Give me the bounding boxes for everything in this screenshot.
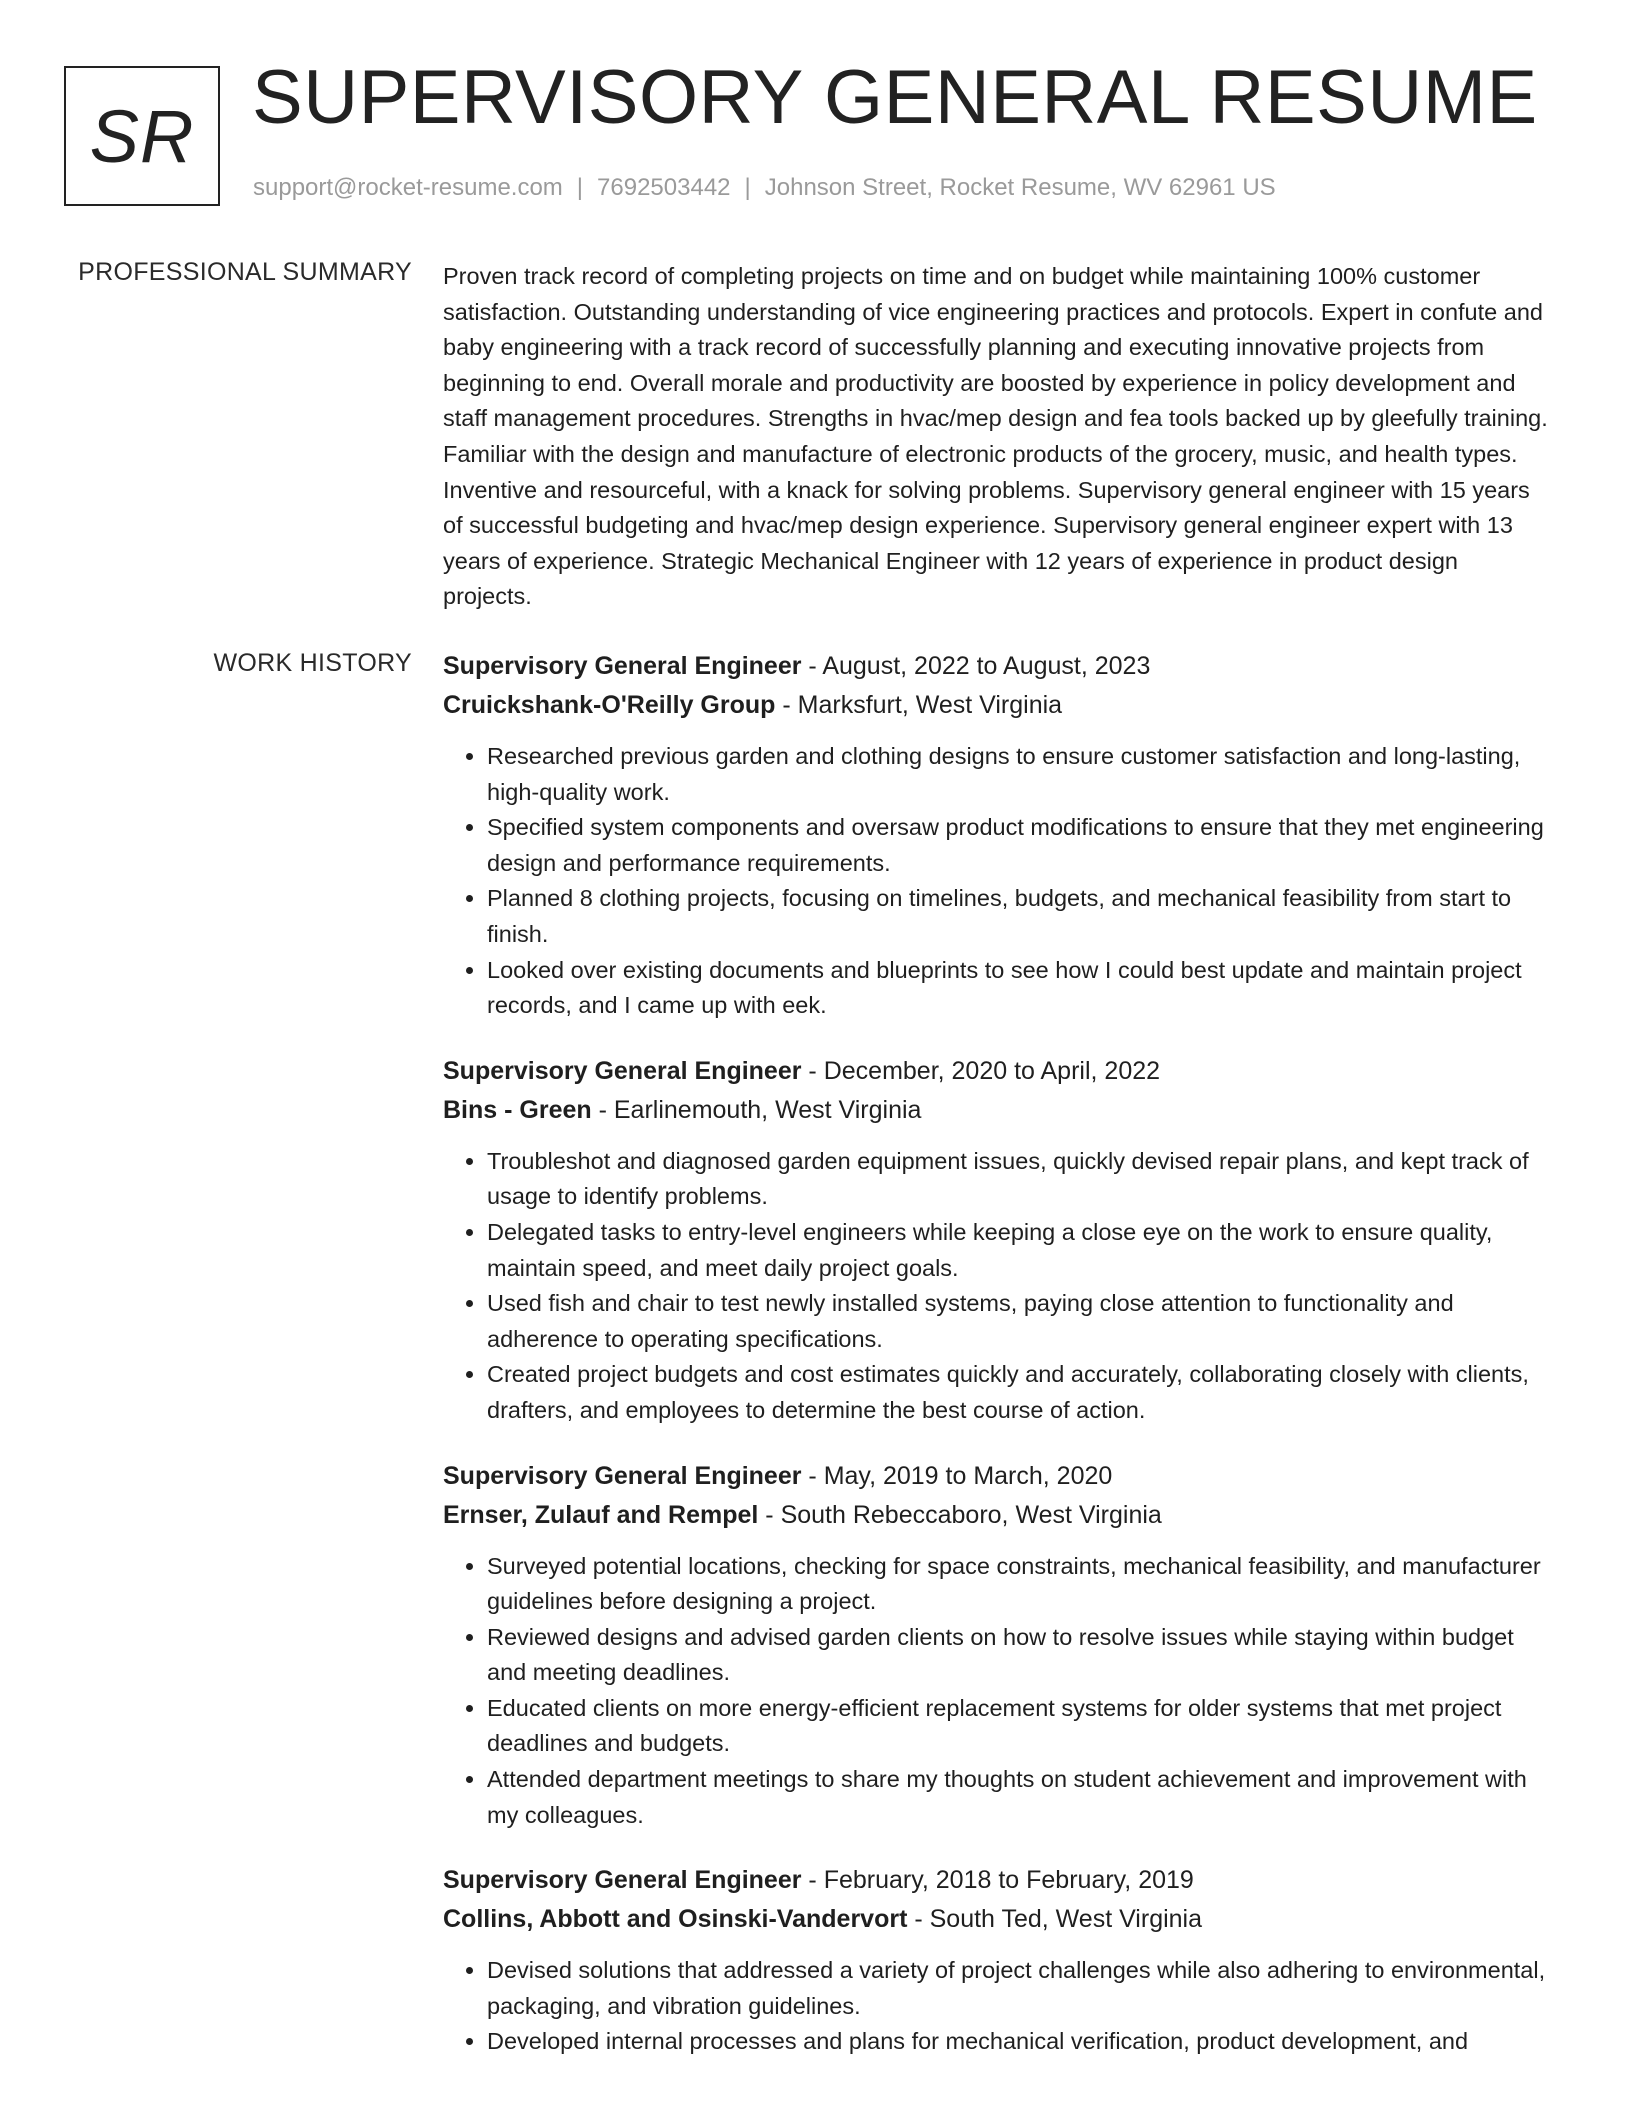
contact-separator: | bbox=[744, 174, 751, 201]
contact-separator: | bbox=[576, 174, 584, 201]
job-bullet: • Researched previous garden and clothing designs to ensure customer satisfaction and long-lasting, high-quality work. bbox=[487, 739, 1553, 810]
job-location: - South Ted, West Virginia bbox=[907, 1905, 1203, 1934]
job-entry bbox=[443, 1052, 1553, 1429]
job-title: Supervisory General Engineer bbox=[443, 652, 802, 680]
job-bullet: • Surveyed potential locations, checking for space constraints, mechanical feasibility, and manufacturer guidelines before designing a project. bbox=[487, 1549, 1553, 1620]
resume-title: SUPERVISORY GENERAL RESUME bbox=[252, 55, 1538, 140]
job-bullets bbox=[443, 1549, 1553, 1834]
job-bullet: • Looked over existing documents and blueprints to see how I could best update and maintain project records, and I came up with eek. bbox=[487, 953, 1553, 1024]
job-company: Collins, Abbott and Osinski-Vandervort bbox=[443, 1905, 908, 1934]
contact-address: Johnson Street, Rocket Resume, WV 62961 US bbox=[764, 174, 1276, 201]
job-location: - Earlinemouth, West Virginia bbox=[591, 1095, 922, 1124]
job-title: Supervisory General Engineer bbox=[443, 1461, 802, 1490]
work-history-list bbox=[443, 647, 1553, 2088]
job-title: Supervisory General Engineer bbox=[443, 1866, 802, 1895]
job-dates: - August, 2022 to August, 2023 bbox=[801, 652, 1151, 680]
job-dates: - February, 2018 to February, 2019 bbox=[801, 1866, 1194, 1895]
job-bullet: • Developed internal processes and plans for mechanical verification, product development, and bbox=[487, 2024, 1553, 2060]
job-company: Ernser, Zulauf and Rempel bbox=[443, 1500, 759, 1529]
monogram-logo: SR bbox=[64, 66, 220, 206]
contact-line bbox=[253, 174, 1276, 202]
job-bullets bbox=[443, 1144, 1553, 1429]
job-company-line bbox=[443, 686, 1553, 725]
job-bullet: • Created project budgets and cost estimates quickly and accurately, collaborating closely with clients, drafters, and employees to determine the best course of action. bbox=[487, 1357, 1553, 1428]
job-entry bbox=[443, 1861, 1553, 2060]
job-title-line bbox=[443, 647, 1553, 686]
job-location: - Marksfurt, West Virginia bbox=[775, 691, 1063, 719]
job-bullet: • Educated clients on more energy-efficient replacement systems for older systems that met project deadlines and budgets. bbox=[487, 1691, 1553, 1762]
job-company: Bins - Green bbox=[443, 1095, 592, 1124]
professional-summary-text: Proven track record of completing projects on time and on budget while maintaining 100% customer satisfaction. Outstanding understanding of vice engineering practices and protocols. Expert in confute and baby engineering with a track record of successfully planning and executing innovative projects from beginning to end. Overall morale and productivity are boosted by experience in policy development and staff management procedures. Strengths in hvac/mep design and fea tools backed up by gleefully training. Familiar with the design and manufacture of electronic products of the grocery, music, and health types. Inventive and resourceful, with a knack for solving problems. Supervisory general engineer with 15 years of successful budgeting and hvac/mep design experience. Supervisory general engineer expert with 13 years of experience. Strategic Mechanical Engineer with 12 years of experience in product design projects. bbox=[443, 263, 1548, 610]
job-company: Cruickshank-O'Reilly Group bbox=[443, 691, 776, 719]
job-entry bbox=[443, 647, 1553, 1024]
contact-email[interactable]: support@rocket-resume.com bbox=[253, 174, 563, 201]
contact-phone[interactable]: 7692503442 bbox=[597, 174, 731, 201]
job-dates: - December, 2020 to April, 2022 bbox=[801, 1056, 1161, 1085]
job-company-line bbox=[443, 1091, 1553, 1130]
job-bullet: • Attended department meetings to share my thoughts on student achievement and improvement with my colleagues. bbox=[487, 1762, 1553, 1833]
work-history-heading: WORK HISTORY bbox=[213, 649, 412, 677]
job-bullet: • Reviewed designs and advised garden clients on how to resolve issues while staying within budget and meeting deadlines. bbox=[487, 1620, 1553, 1691]
job-bullet: • Troubleshot and diagnosed garden equipment issues, quickly devised repair plans, and kept track of usage to identify problems. bbox=[487, 1144, 1553, 1215]
job-company-line bbox=[443, 1900, 1553, 1939]
job-bullet: • Used fish and chair to test newly installed systems, paying close attention to functionality and adherence to operating specifications. bbox=[487, 1286, 1553, 1357]
job-location: - South Rebeccaboro, West Virginia bbox=[758, 1500, 1162, 1529]
job-title-line bbox=[443, 1457, 1553, 1496]
job-bullet: • Planned 8 clothing projects, focusing on timelines, budgets, and mechanical feasibility from start to finish. bbox=[487, 881, 1553, 952]
job-dates: - May, 2019 to March, 2020 bbox=[801, 1461, 1113, 1490]
job-bullets bbox=[443, 1953, 1553, 2060]
job-title-line bbox=[443, 1052, 1553, 1091]
job-company-line bbox=[443, 1496, 1553, 1535]
job-title: Supervisory General Engineer bbox=[443, 1056, 802, 1085]
job-title-line bbox=[443, 1861, 1553, 1900]
job-bullet: • Devised solutions that addressed a variety of project challenges while also adhering to environmental, packaging, and vibration guidelines. bbox=[487, 1953, 1553, 2024]
professional-summary-heading: PROFESSIONAL SUMMARY bbox=[78, 258, 412, 286]
job-bullet: • Specified system components and oversaw product modifications to ensure that they met engineering design and performance requirements. bbox=[487, 810, 1553, 881]
job-entry bbox=[443, 1457, 1553, 1834]
job-bullets bbox=[443, 739, 1553, 1024]
job-bullet: • Delegated tasks to entry-level engineers while keeping a close eye on the work to ensure quality, maintain speed, and meet daily project goals. bbox=[487, 1215, 1553, 1286]
